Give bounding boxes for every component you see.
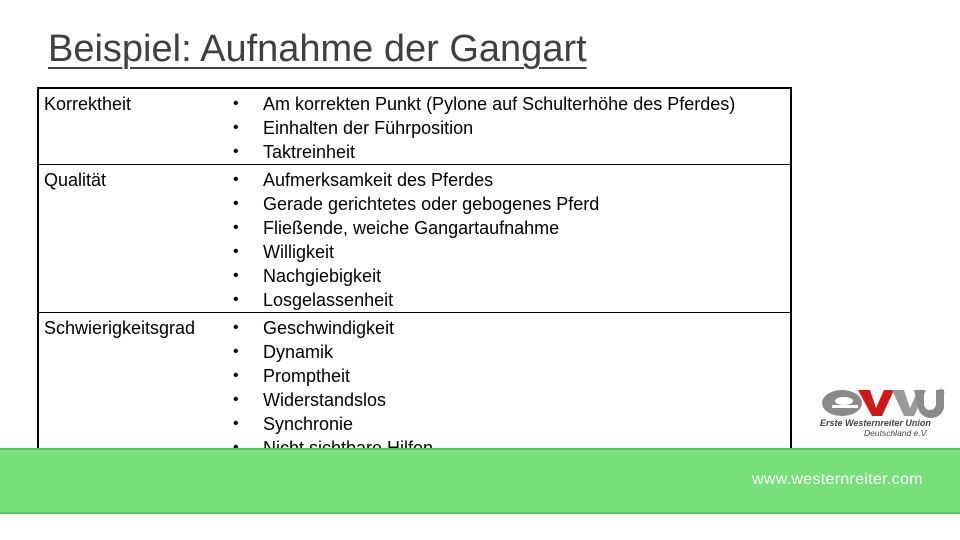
table-row xyxy=(38,313,791,462)
bullet-icon: • xyxy=(233,119,239,136)
list-item-text: Dynamik xyxy=(263,342,334,362)
logo-text-line1: Erste Westernreiter Union xyxy=(820,418,931,428)
list-item-text: Promptheit xyxy=(263,366,351,386)
category-label: Korrektheit xyxy=(44,94,132,114)
list-item-text: Nachgiebigkeit xyxy=(263,266,382,286)
bullet-icon: • xyxy=(233,243,239,260)
criteria-list xyxy=(219,316,790,460)
list-item xyxy=(219,316,790,340)
bullet-icon: • xyxy=(233,391,239,408)
list-item xyxy=(219,240,790,264)
criteria-list xyxy=(219,92,790,164)
bullet-icon: • xyxy=(233,367,239,384)
bullet-icon: • xyxy=(233,267,239,284)
list-item-text: Einhalten der Führposition xyxy=(263,118,474,138)
list-item-text: Am korrekten Punkt (Pylone auf Schulterhöhe des Pferdes) xyxy=(263,94,736,114)
list-item-text: Fließende, weiche Gangartaufnahme xyxy=(263,218,560,238)
ewu-logo-mark xyxy=(818,386,948,420)
ewu-logo xyxy=(818,386,948,442)
slide-title: Beispiel: Aufnahme der Gangart xyxy=(48,28,587,70)
list-item-text: Geschwindigkeit xyxy=(263,318,395,338)
table-row xyxy=(38,88,791,165)
bullet-icon: • xyxy=(233,415,239,432)
bullet-icon: • xyxy=(233,319,239,336)
list-item xyxy=(219,388,790,412)
bullet-icon: • xyxy=(233,343,239,360)
list-item-text: Taktreinheit xyxy=(263,142,356,162)
list-item xyxy=(219,116,790,140)
table-row xyxy=(38,165,791,313)
list-item xyxy=(219,140,790,164)
criteria-list xyxy=(219,168,790,312)
category-label: Schwierigkeitsgrad xyxy=(38,313,219,462)
list-item xyxy=(219,412,790,436)
bullet-icon: • xyxy=(233,143,239,160)
bullet-icon: • xyxy=(233,171,239,188)
bullet-icon: • xyxy=(233,95,239,112)
list-item-text: Synchronie xyxy=(263,414,354,434)
category-label: Qualität xyxy=(38,165,219,313)
list-item xyxy=(219,192,790,216)
list-item-text: Willigkeit xyxy=(263,242,335,262)
bullet-icon: • xyxy=(233,195,239,212)
list-item-text: Widerstandslos xyxy=(263,390,387,410)
list-item xyxy=(219,264,790,288)
logo-text-line2: Deutschland e.V. xyxy=(864,428,929,438)
list-item-text: Losgelassenheit xyxy=(263,290,394,310)
list-item-text: Aufmerksamkeit des Pferdes xyxy=(263,170,494,190)
list-item xyxy=(219,340,790,364)
bullet-icon: • xyxy=(233,219,239,236)
list-item xyxy=(219,168,790,192)
criteria-list-cell xyxy=(219,313,791,462)
list-item xyxy=(219,364,790,388)
bullet-icon: • xyxy=(233,291,239,308)
list-item xyxy=(219,288,790,312)
criteria-list-cell xyxy=(219,165,791,313)
list-item xyxy=(219,216,790,240)
criteria-list-cell xyxy=(219,88,791,165)
footer-url[interactable]: www.westernreiter.com xyxy=(752,471,923,488)
list-item xyxy=(219,92,790,116)
list-item-text: Gerade gerichtetes oder gebogenes Pferd xyxy=(263,194,600,214)
criteria-table xyxy=(37,87,792,462)
